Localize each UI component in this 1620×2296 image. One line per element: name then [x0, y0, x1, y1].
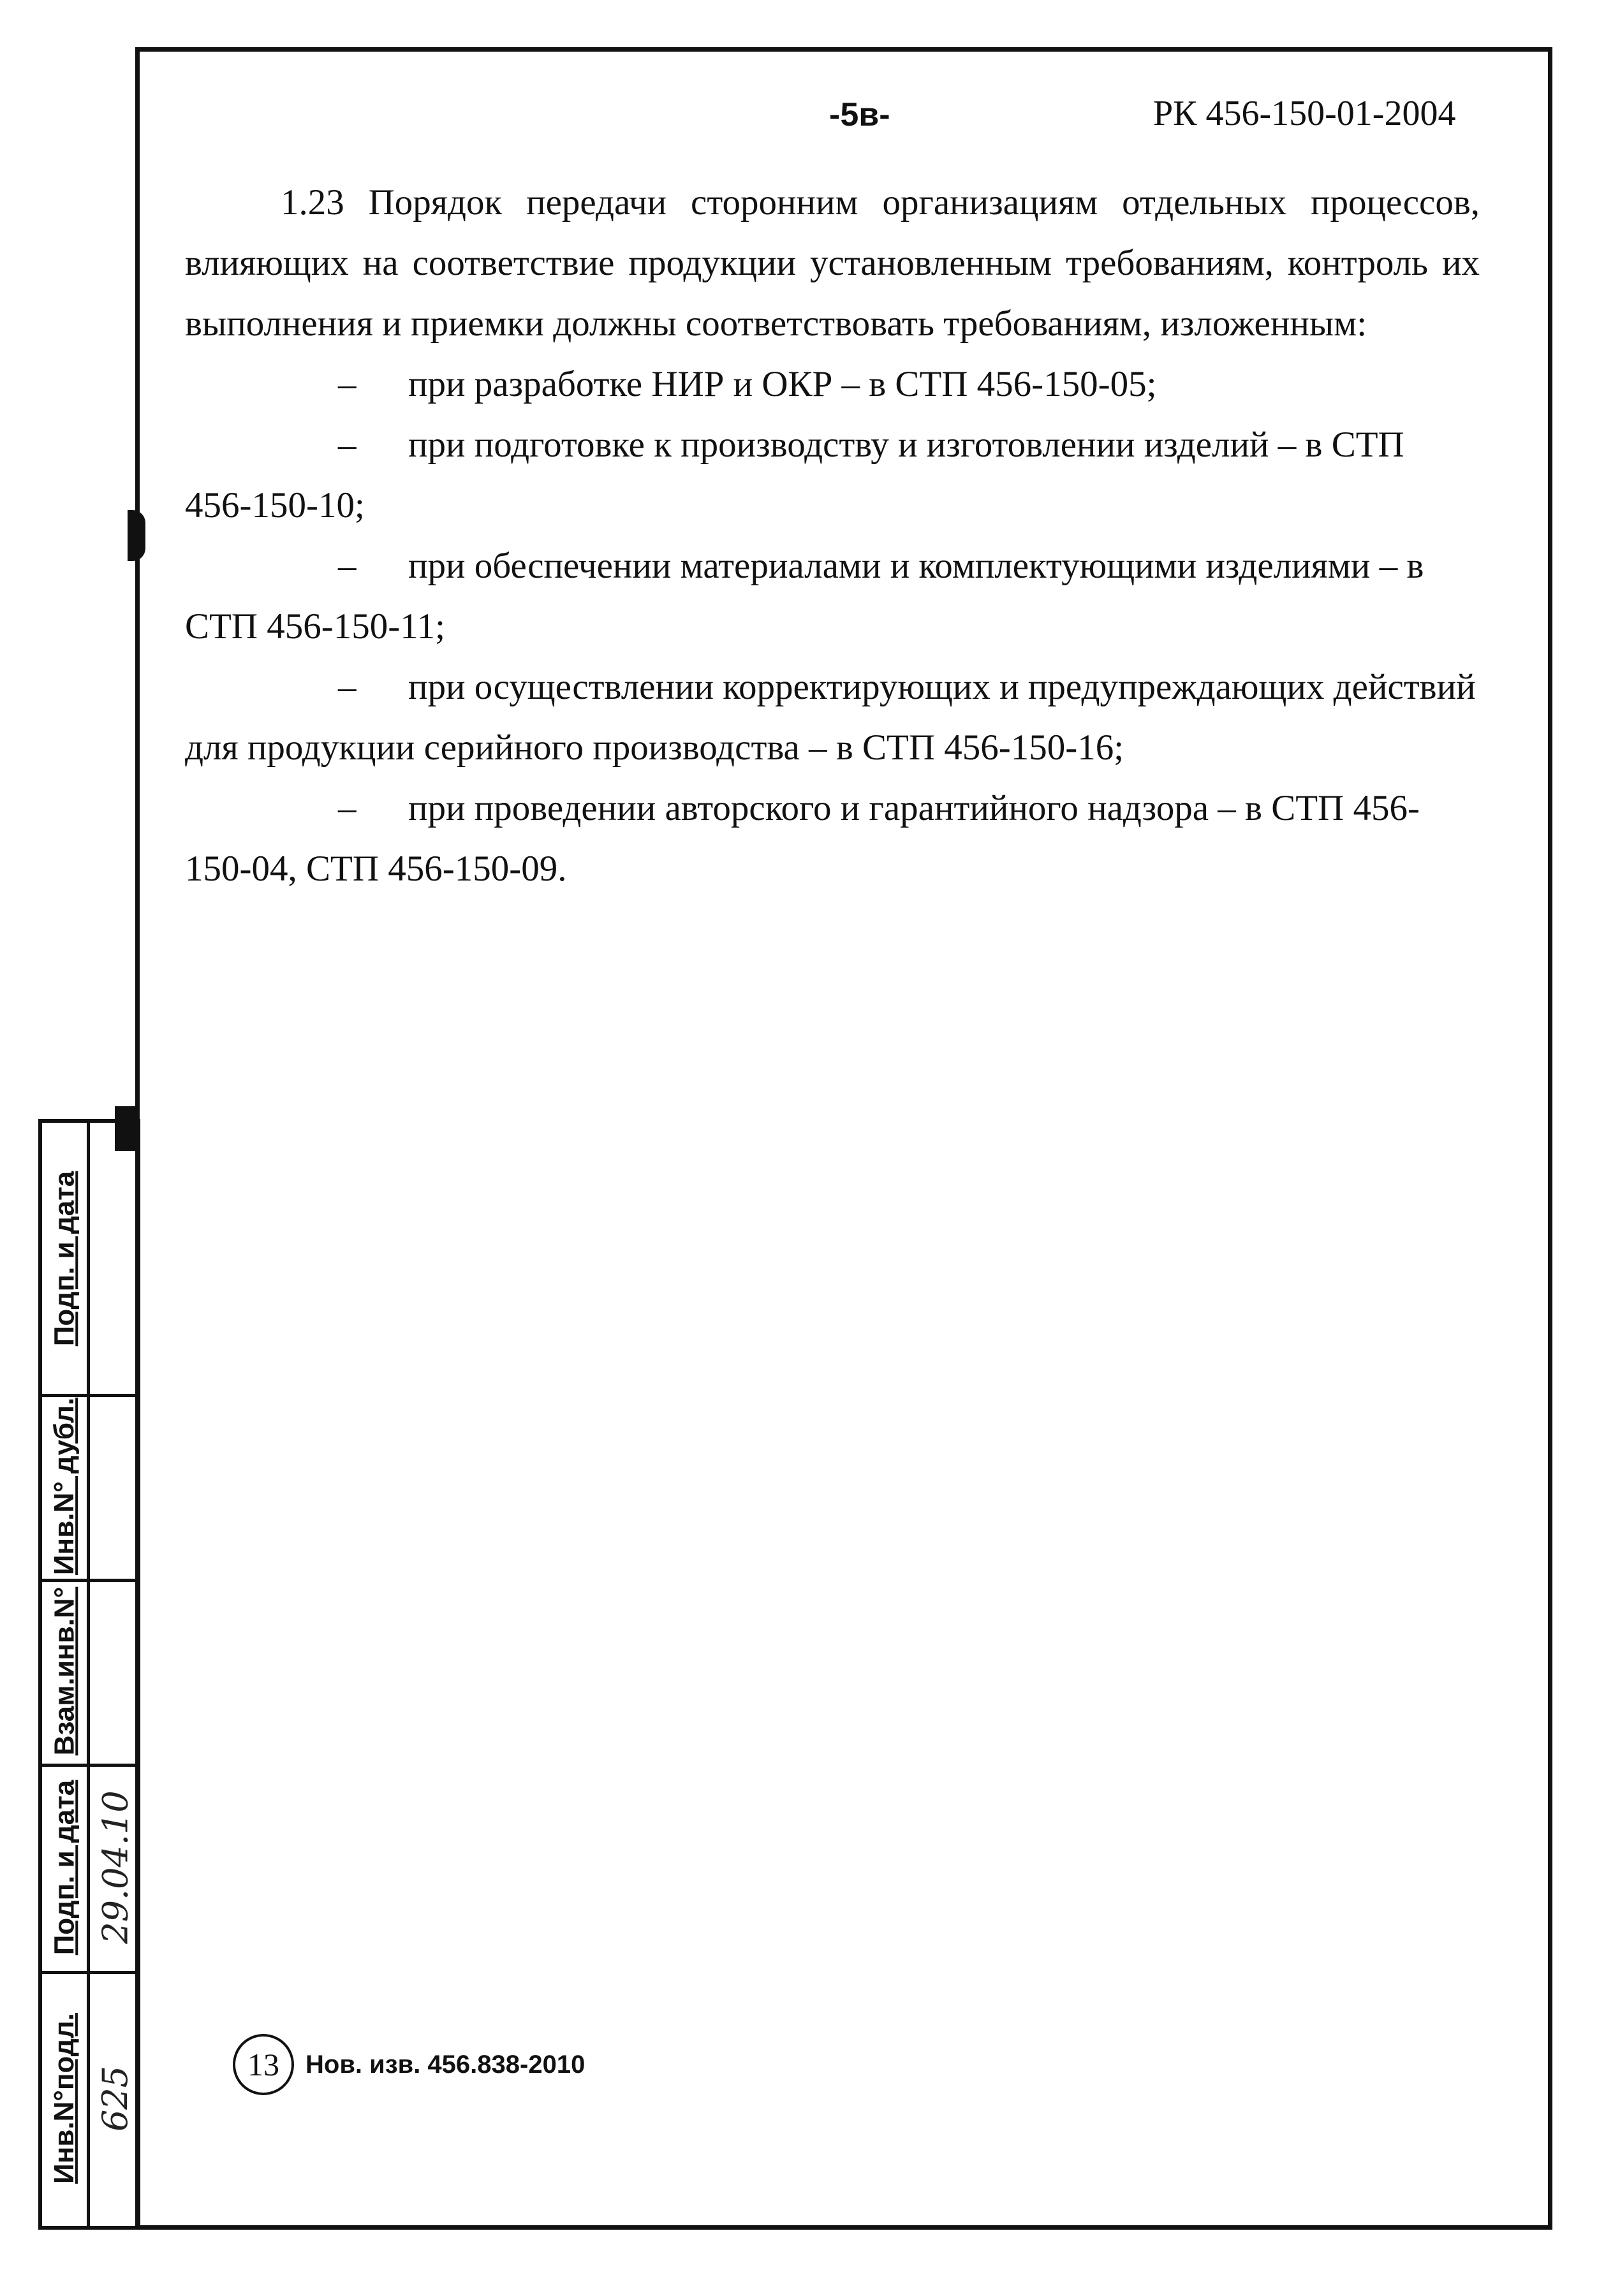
change-notice: [233, 2034, 585, 2095]
list-dash: –: [338, 667, 357, 707]
binding-mark: [128, 510, 145, 561]
stamp-label-sign-date: Подп. и дата: [48, 1780, 80, 1955]
stamp-label-orig-inv: Инв.N°подл.: [48, 2013, 80, 2184]
stamp-value-date: 29.04.10: [95, 1790, 136, 1944]
stamp-label-sign-date: Подп. и дата: [48, 1171, 80, 1346]
change-notice-text: Нов. изв. 456.838-2010: [306, 2050, 585, 2079]
list-dash: –: [338, 546, 357, 586]
change-number-circle: 13: [233, 2034, 294, 2095]
list-item: [185, 354, 1480, 414]
list-dash: –: [338, 788, 357, 828]
document-body: [185, 172, 1480, 899]
page-number: -5в-: [829, 96, 890, 133]
stamp-label-replace-inv: Взам.инв.N°: [48, 1586, 80, 1756]
paragraph-intro: 1.23 Порядок передачи сторонним организациям отдельных процессов, влияющих на соответствие продукции установленным требованиям, контроль их выполнения и приемки должны соответствовать требованиям, изложенным:: [185, 182, 1480, 344]
list-item: [185, 414, 1480, 536]
list-item-text: при подготовке к производству и изготовлении изделий – в СТП 456-150-10;: [185, 425, 1404, 525]
list-item-text: при разработке НИР и ОКР – в СТП 456-150-05;: [408, 364, 1157, 404]
list-item: [185, 536, 1480, 657]
list-item: [185, 657, 1480, 778]
list-item: [185, 778, 1480, 899]
list-dash: –: [338, 425, 357, 465]
list-item-text: при обеспечении материалами и комплектующими изделиями – в СТП 456-150-11;: [185, 546, 1424, 647]
stamp-value-inv-number: 625: [95, 2065, 136, 2131]
list-item-text: при осуществлении корректирующих и предупреждающих действий для продукции серийного производства – в СТП 456-150-16;: [185, 667, 1476, 768]
stamp-label-dup-inv: Инв.N° дубл.: [48, 1397, 80, 1576]
side-stamp-table: [38, 1119, 140, 2230]
list-dash: –: [338, 364, 357, 404]
document-code: РК 456-150-01-2004: [1153, 94, 1456, 133]
list-item-text: при проведении авторского и гарантийного надзора – в СТП 456-150-04, СТП 456-150-09.: [185, 788, 1420, 889]
